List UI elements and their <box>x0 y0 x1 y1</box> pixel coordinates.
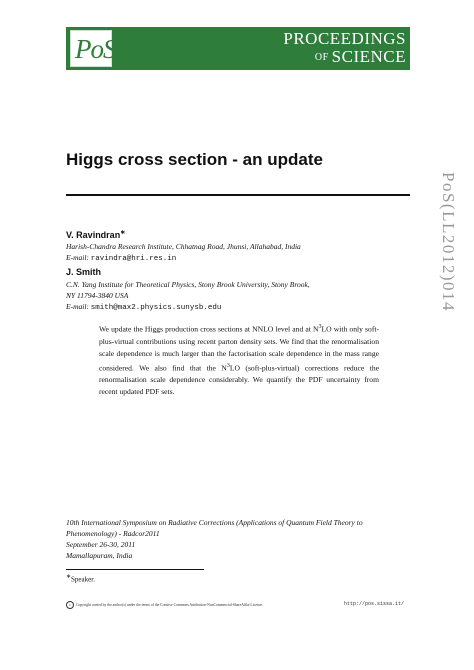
author-2-name: J. Smith <box>66 267 102 277</box>
author-2-email-line <box>66 301 221 314</box>
conference-line-3: September 26-30, 2011 <box>66 540 136 549</box>
pos-url-link[interactable]: http://pos.sissa.it/ <box>344 601 405 607</box>
author-1-name-text: V. Ravindran <box>66 230 121 240</box>
copyright-notice <box>66 601 263 609</box>
side-identifier <box>440 172 460 372</box>
footnote <box>66 573 95 583</box>
author-1-email-line <box>66 252 176 265</box>
brand-science: SCIENCE <box>331 47 406 66</box>
brand-of: OF <box>314 52 329 63</box>
pos-logo <box>70 30 116 67</box>
abstract-part-3: LO (soft-plus-virtual) corrections reduce the renormalisation scale dependence considerably. We quantify the PDF uncertainty from recent updated PDF sets. <box>99 363 379 397</box>
speaker-marker: ∗ <box>120 230 126 236</box>
conference-line-4: Mamallapuram, India <box>66 551 133 560</box>
author-2-affiliation-line2: NY 11794-3840 USA <box>66 291 129 300</box>
footnote-rule <box>66 569 204 570</box>
abstract-part-2: LO with only soft-plus-virtual contributions using recent parton density sets. We find that the renormalisation scale dependence is much larger than the factorisation scale dependence in the mass range considered. We also find that the N <box>99 324 379 373</box>
author-1-name <box>66 229 125 240</box>
email-label: E-mail: <box>66 302 89 311</box>
pos-logo-text: PoS <box>75 34 116 64</box>
abstract <box>99 321 379 398</box>
copyright-icon: c <box>66 601 74 609</box>
brand-proceedings: PROCEEDINGS <box>283 29 406 48</box>
paper-title: Higgs cross section - an update <box>66 150 323 169</box>
author-2-email[interactable]: smith@max2.physics.sunysb.edu <box>90 304 222 312</box>
footnote-text: Speaker. <box>71 575 95 584</box>
title-rule <box>66 194 410 196</box>
author-2-affiliation-line1: C.N. Yang Institute for Theoretical Physics, Stony Brook University, Stony Brook, <box>66 280 310 289</box>
conference-line-1: 10th International Symposium on Radiative Corrections (Applications of Quantum Field Theory to <box>66 518 363 527</box>
abstract-sup-1: 3 <box>318 324 322 330</box>
brand-of-science <box>315 47 406 67</box>
abstract-part-1: We update the Higgs production cross sections at NNLO level and at N <box>99 324 319 334</box>
abstract-sup-2: 3 <box>226 362 230 369</box>
copyright-text: Copyright owned by the author(s) under the terms of the Creative Commons Attribution-NonCommercial-ShareAlike Licence. <box>76 602 263 607</box>
conference-line-2: Phenomenology) - Radcor2011 <box>66 529 160 538</box>
author-1-email[interactable]: ravindra@hri.res.in <box>90 255 177 263</box>
side-identifier-text: PoS(LL2012)014 <box>439 172 458 312</box>
email-label: E-mail: <box>66 253 89 262</box>
footnote-marker: ∗ <box>66 574 72 580</box>
author-1-affiliation: Harish-Chandra Research Institute, Chhatnag Road, Jhunsi, Allahabad, India <box>66 242 301 251</box>
conference-info <box>66 517 416 561</box>
